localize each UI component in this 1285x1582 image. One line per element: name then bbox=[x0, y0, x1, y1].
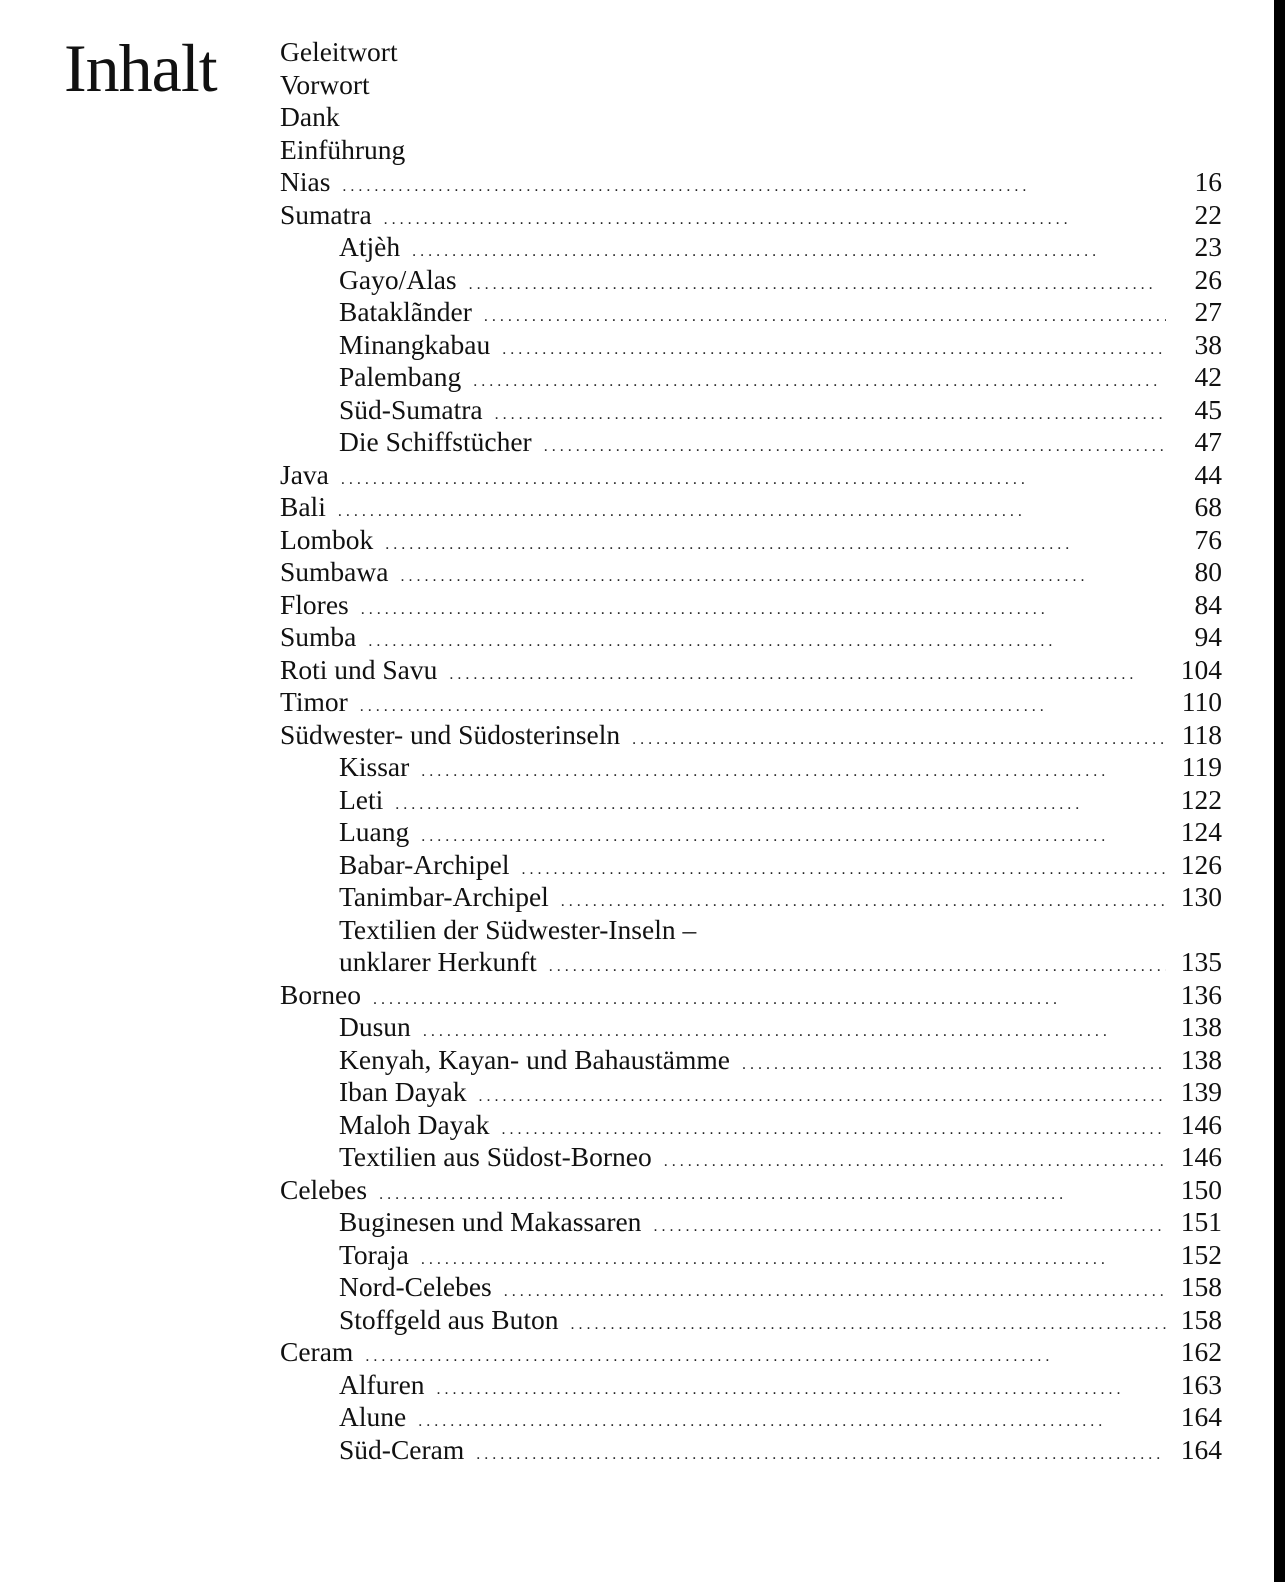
toc-entry-page-number: 23 bbox=[1194, 231, 1222, 262]
toc-entry-title: Südwester- und Südosterinseln bbox=[280, 718, 621, 750]
toc-entry-title: Nias bbox=[280, 166, 331, 197]
toc-entry bbox=[280, 1369, 1222, 1402]
dot-leader bbox=[544, 431, 1166, 464]
toc-entry bbox=[280, 296, 1222, 329]
toc-entry bbox=[280, 849, 1222, 882]
dot-leader bbox=[341, 464, 1166, 497]
toc-entry-page-number: 139 bbox=[1180, 1076, 1222, 1107]
toc-entry bbox=[280, 231, 1222, 264]
toc-entry-title: Alfuren bbox=[339, 1368, 425, 1400]
toc-entry bbox=[280, 1109, 1222, 1142]
toc-entry-title: Dank bbox=[280, 101, 340, 132]
dot-leader bbox=[385, 529, 1166, 562]
toc-entry bbox=[280, 101, 1222, 134]
toc-entry-title: Atjèh bbox=[339, 231, 401, 262]
toc-entry bbox=[280, 69, 1222, 102]
toc-entry-title: Java bbox=[280, 458, 329, 490]
toc-entry-page-number: 22 bbox=[1194, 198, 1222, 230]
toc-entry bbox=[280, 686, 1222, 719]
toc-entry-page-number: 80 bbox=[1194, 556, 1222, 587]
dot-leader bbox=[484, 301, 1166, 334]
toc-entry bbox=[280, 134, 1222, 167]
page-edge-shadow bbox=[1274, 0, 1285, 1582]
toc-entry-page-number: 16 bbox=[1194, 166, 1222, 197]
dot-leader bbox=[338, 496, 1166, 529]
dot-leader bbox=[449, 659, 1166, 692]
toc-entry-title: Babar-Archipel bbox=[339, 848, 510, 880]
toc-entry-title: Bali bbox=[280, 491, 326, 522]
toc-entry bbox=[280, 621, 1222, 654]
toc-entry-page-number: 138 bbox=[1180, 1043, 1222, 1075]
toc-entry-page-number: 68 bbox=[1194, 491, 1222, 522]
table-of-contents bbox=[280, 36, 1222, 1466]
toc-entry-page-number: 44 bbox=[1194, 458, 1222, 490]
toc-entry-page-number: 42 bbox=[1194, 361, 1222, 392]
toc-entry-title: Dusun bbox=[339, 1011, 411, 1042]
toc-entry bbox=[280, 524, 1222, 557]
toc-entry-page-number: 162 bbox=[1180, 1336, 1222, 1367]
dot-leader bbox=[400, 561, 1166, 594]
dot-leader bbox=[653, 1211, 1166, 1244]
toc-entry-page-number: 104 bbox=[1180, 653, 1222, 685]
dot-leader bbox=[384, 204, 1166, 237]
dot-leader bbox=[418, 1406, 1166, 1439]
toc-entry-title: Borneo bbox=[280, 978, 361, 1010]
toc-entry-page-number: 122 bbox=[1180, 783, 1222, 815]
dot-leader bbox=[361, 594, 1166, 627]
toc-entry bbox=[280, 816, 1222, 849]
toc-entry bbox=[280, 1401, 1222, 1434]
toc-entry bbox=[280, 1076, 1222, 1109]
toc-entry-title: Ceram bbox=[280, 1336, 354, 1367]
toc-entry-title: Toraja bbox=[339, 1238, 409, 1270]
toc-entry-title: Flores bbox=[280, 588, 349, 620]
toc-entry bbox=[280, 654, 1222, 687]
toc-entry-title: Minangkabau bbox=[339, 328, 491, 360]
dot-leader bbox=[632, 724, 1166, 757]
toc-entry-page-number: 158 bbox=[1180, 1271, 1222, 1302]
toc-entry-title: Sumatra bbox=[280, 198, 372, 230]
toc-entry bbox=[280, 1044, 1222, 1077]
dot-leader bbox=[571, 1309, 1167, 1342]
toc-entry-title: Sumba bbox=[280, 621, 357, 652]
toc-entry-page-number: 138 bbox=[1180, 1011, 1222, 1042]
toc-entry-page-number: 76 bbox=[1194, 523, 1222, 555]
toc-entry-title: Gayo/Alas bbox=[339, 263, 457, 295]
dot-leader bbox=[502, 334, 1166, 367]
dot-leader bbox=[742, 1049, 1166, 1082]
dot-leader bbox=[495, 399, 1166, 432]
toc-entry-title: unklarer Herkunft bbox=[339, 946, 537, 977]
toc-entry-title: Lombok bbox=[280, 523, 374, 555]
toc-entry-page-number: 146 bbox=[1180, 1108, 1222, 1140]
toc-entry-page-number: 150 bbox=[1180, 1173, 1222, 1205]
toc-entry-title: Timor bbox=[280, 686, 348, 717]
toc-entry-title: Iban Dayak bbox=[339, 1076, 467, 1107]
toc-entry-page-number: 136 bbox=[1180, 978, 1222, 1010]
dot-leader bbox=[421, 821, 1166, 854]
toc-entry-title: Vorwort bbox=[280, 68, 370, 100]
toc-entry-page-number: 26 bbox=[1194, 263, 1222, 295]
toc-entry-page-number: 47 bbox=[1194, 426, 1222, 457]
toc-entry-page-number: 151 bbox=[1180, 1206, 1222, 1237]
toc-entry-title: Einführung bbox=[280, 133, 406, 165]
dot-leader bbox=[437, 1374, 1166, 1407]
toc-entry-page-number: 164 bbox=[1180, 1433, 1222, 1465]
toc-entry-title: Die Schiffstücher bbox=[339, 426, 532, 457]
dot-leader bbox=[549, 951, 1166, 984]
dot-leader bbox=[504, 1276, 1166, 1309]
toc-entry bbox=[280, 1239, 1222, 1272]
toc-entry-title: Süd-Ceram bbox=[339, 1433, 465, 1465]
toc-entry-title: Leti bbox=[339, 783, 384, 815]
toc-entry bbox=[280, 361, 1222, 394]
toc-entry bbox=[280, 36, 1222, 69]
toc-entry-page-number: 94 bbox=[1194, 621, 1222, 652]
toc-entry-page-number: 119 bbox=[1181, 751, 1222, 782]
toc-entry bbox=[280, 946, 1222, 979]
toc-entry-title: Celebes bbox=[280, 1173, 368, 1205]
toc-entry-page-number: 158 bbox=[1180, 1303, 1222, 1335]
toc-entry-page-number: 27 bbox=[1194, 296, 1222, 327]
dot-leader bbox=[473, 366, 1166, 399]
toc-entry bbox=[280, 1206, 1222, 1239]
toc-entry bbox=[280, 1304, 1222, 1337]
toc-entry-title: Kissar bbox=[339, 751, 410, 782]
dot-leader bbox=[373, 984, 1166, 1017]
toc-entry-title: Bataklãnder bbox=[339, 296, 472, 327]
toc-entry-page-number: 84 bbox=[1194, 588, 1222, 620]
dot-leader bbox=[368, 626, 1166, 659]
dot-leader bbox=[476, 1439, 1166, 1472]
toc-entry-title: Palembang bbox=[339, 361, 462, 392]
toc-entry-title: Buginesen und Makassaren bbox=[339, 1206, 642, 1237]
dot-leader bbox=[412, 236, 1166, 269]
toc-entry bbox=[280, 751, 1222, 784]
toc-entry-page-number: 124 bbox=[1180, 816, 1222, 847]
toc-entry bbox=[280, 1336, 1222, 1369]
toc-entry-title: Maloh Dayak bbox=[339, 1108, 490, 1140]
toc-entry-page-number: 45 bbox=[1194, 393, 1222, 425]
toc-entry bbox=[280, 1434, 1222, 1467]
toc-entry-page-number: 135 bbox=[1180, 946, 1222, 977]
toc-entry-title: Sumbawa bbox=[280, 556, 389, 587]
toc-entry bbox=[280, 166, 1222, 199]
toc-entry-page-number: 118 bbox=[1181, 718, 1222, 750]
dot-leader bbox=[365, 1341, 1166, 1374]
dot-leader bbox=[521, 854, 1166, 887]
toc-entry bbox=[280, 394, 1222, 427]
toc-entry-page-number: 146 bbox=[1180, 1141, 1222, 1172]
dot-leader bbox=[479, 1081, 1166, 1114]
dot-leader bbox=[421, 1244, 1166, 1277]
toc-entry-page-number: 163 bbox=[1180, 1368, 1222, 1400]
toc-entry-title: Nord-Celebes bbox=[339, 1271, 492, 1302]
toc-entry bbox=[280, 1174, 1222, 1207]
toc-entry-title: Tanimbar-Archipel bbox=[339, 881, 549, 912]
toc-entry-page-number: 164 bbox=[1180, 1401, 1222, 1432]
toc-entry bbox=[280, 589, 1222, 622]
toc-entry-title: Roti und Savu bbox=[280, 653, 438, 685]
toc-entry bbox=[280, 784, 1222, 817]
toc-entry-title: Alune bbox=[339, 1401, 407, 1432]
toc-entry bbox=[280, 719, 1222, 752]
toc-entry bbox=[280, 459, 1222, 492]
toc-entry-page-number: 152 bbox=[1180, 1238, 1222, 1270]
toc-entry bbox=[280, 329, 1222, 362]
toc-entry-title: Geleitwort bbox=[280, 36, 398, 67]
toc-entry bbox=[280, 426, 1222, 459]
dot-leader bbox=[469, 269, 1166, 302]
toc-entry-title: Textilien aus Südost-Borneo bbox=[339, 1141, 652, 1172]
dot-leader bbox=[342, 171, 1166, 204]
page-title: Inhalt bbox=[64, 30, 217, 106]
toc-entry bbox=[280, 556, 1222, 589]
toc-entry-title: Luang bbox=[339, 816, 410, 847]
toc-entry-title: Stoffgeld aus Buton bbox=[339, 1303, 559, 1335]
toc-entry-title: Süd-Sumatra bbox=[339, 393, 483, 425]
toc-entry-page-number: 110 bbox=[1181, 686, 1222, 717]
dot-leader bbox=[664, 1146, 1166, 1179]
toc-entry bbox=[280, 979, 1222, 1012]
toc-entry bbox=[280, 264, 1222, 297]
toc-entry bbox=[280, 881, 1222, 914]
toc-entry-title: Textilien der Südwester-Inseln – bbox=[339, 913, 697, 945]
toc-entry bbox=[280, 1271, 1222, 1304]
toc-entry-page-number: 126 bbox=[1180, 848, 1222, 880]
dot-leader bbox=[395, 789, 1166, 822]
toc-entry bbox=[280, 199, 1222, 232]
toc-entry-title: Kenyah, Kayan- und Bahaustämme bbox=[339, 1043, 730, 1075]
toc-entry-page-number: 130 bbox=[1180, 881, 1222, 912]
toc-entry bbox=[280, 491, 1222, 524]
toc-entry bbox=[280, 1141, 1222, 1174]
toc-entry-page-number: 38 bbox=[1194, 328, 1222, 360]
dot-leader bbox=[421, 756, 1166, 789]
